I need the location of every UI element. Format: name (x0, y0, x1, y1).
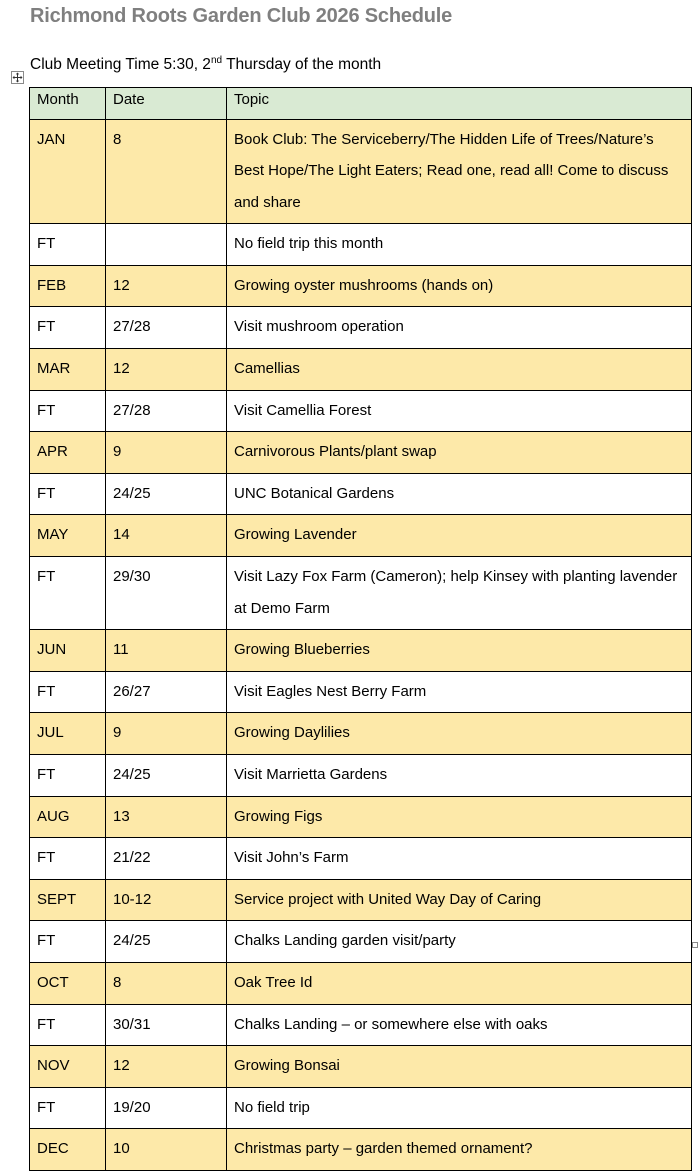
month-row (30, 432, 692, 474)
field-trip-row (30, 1087, 692, 1129)
field-trip-row (30, 671, 692, 713)
month-cell: JAN (30, 119, 106, 224)
topic-cell: Growing Bonsai (227, 1046, 692, 1088)
date-cell: 29/30 (106, 557, 227, 630)
month-cell: OCT (30, 962, 106, 1004)
meeting-time-line (30, 56, 381, 74)
meeting-time-suffix: Thursday of the month (222, 56, 382, 73)
topic-cell: Service project with United Way Day of Caring (227, 879, 692, 921)
topic-cell: Visit John’s Farm (227, 838, 692, 880)
month-cell: APR (30, 432, 106, 474)
date-cell: 26/27 (106, 671, 227, 713)
topic-cell: No field trip this month (227, 224, 692, 266)
date-cell: 30/31 (106, 1004, 227, 1046)
field-trip-label: FT (30, 671, 106, 713)
month-row (30, 1129, 692, 1171)
month-cell: NOV (30, 1046, 106, 1088)
field-trip-row (30, 390, 692, 432)
field-trip-row (30, 307, 692, 349)
month-row (30, 879, 692, 921)
month-cell: SEPT (30, 879, 106, 921)
month-row (30, 962, 692, 1004)
field-trip-label: FT (30, 390, 106, 432)
date-cell: 12 (106, 349, 227, 391)
field-trip-label: FT (30, 224, 106, 266)
schedule-table (29, 87, 692, 1171)
month-cell: FEB (30, 265, 106, 307)
field-trip-row (30, 921, 692, 963)
field-trip-label: FT (30, 921, 106, 963)
date-cell: 13 (106, 796, 227, 838)
date-cell: 27/28 (106, 307, 227, 349)
resize-handle-icon[interactable] (692, 942, 698, 948)
topic-cell: Growing Figs (227, 796, 692, 838)
topic-cell: Christmas party – garden themed ornament? (227, 1129, 692, 1171)
topic-cell: Carnivorous Plants/plant swap (227, 432, 692, 474)
date-cell: 10-12 (106, 879, 227, 921)
field-trip-row (30, 838, 692, 880)
field-trip-label: FT (30, 1004, 106, 1046)
field-trip-label: FT (30, 473, 106, 515)
topic-cell: Visit Lazy Fox Farm (Cameron); help Kinsey with planting lavender at Demo Farm (227, 557, 692, 630)
topic-cell: UNC Botanical Gardens (227, 473, 692, 515)
move-arrows-icon[interactable] (11, 71, 24, 84)
field-trip-label: FT (30, 1087, 106, 1129)
date-cell: 14 (106, 515, 227, 557)
month-row (30, 796, 692, 838)
field-trip-row (30, 755, 692, 797)
month-row (30, 349, 692, 391)
month-cell: MAR (30, 349, 106, 391)
document-title: Richmond Roots Garden Club 2026 Schedule (30, 5, 453, 27)
month-row (30, 1046, 692, 1088)
topic-cell: Growing Blueberries (227, 630, 692, 672)
date-cell: 24/25 (106, 755, 227, 797)
field-trip-label: FT (30, 755, 106, 797)
field-trip-label: FT (30, 307, 106, 349)
topic-cell: No field trip (227, 1087, 692, 1129)
topic-cell: Book Club: The Serviceberry/The Hidden Life of Trees/Nature’s Best Hope/The Light Eaters; Read one, read all! Come to discuss and share (227, 119, 692, 224)
month-cell: JUN (30, 630, 106, 672)
month-row (30, 265, 692, 307)
field-trip-row (30, 557, 692, 630)
month-row (30, 630, 692, 672)
field-trip-label: FT (30, 838, 106, 880)
date-cell: 21/22 (106, 838, 227, 880)
date-cell: 8 (106, 962, 227, 1004)
month-cell: DEC (30, 1129, 106, 1171)
topic-cell: Chalks Landing garden visit/party (227, 921, 692, 963)
date-cell: 24/25 (106, 921, 227, 963)
topic-cell: Growing Lavender (227, 515, 692, 557)
date-cell: 10 (106, 1129, 227, 1171)
table-header-row (30, 88, 692, 120)
date-cell: 12 (106, 265, 227, 307)
topic-cell: Visit Eagles Nest Berry Farm (227, 671, 692, 713)
topic-cell: Visit mushroom operation (227, 307, 692, 349)
field-trip-row (30, 473, 692, 515)
month-cell: JUL (30, 713, 106, 755)
date-cell: 11 (106, 630, 227, 672)
month-cell: MAY (30, 515, 106, 557)
field-trip-row (30, 1004, 692, 1046)
topic-cell: Visit Camellia Forest (227, 390, 692, 432)
meeting-time-ordinal: nd (210, 55, 223, 66)
field-trip-label: FT (30, 557, 106, 630)
topic-cell: Camellias (227, 349, 692, 391)
date-cell: 19/20 (106, 1087, 227, 1129)
header-month: Month (30, 88, 106, 120)
date-cell: 27/28 (106, 390, 227, 432)
meeting-time-prefix: Club Meeting Time 5:30, 2 (30, 56, 211, 73)
date-cell: 12 (106, 1046, 227, 1088)
topic-cell: Growing oyster mushrooms (hands on) (227, 265, 692, 307)
month-row (30, 515, 692, 557)
field-trip-row (30, 224, 692, 266)
date-cell: 9 (106, 432, 227, 474)
date-cell (106, 224, 227, 266)
month-row (30, 713, 692, 755)
month-row (30, 119, 692, 224)
date-cell: 8 (106, 119, 227, 224)
date-cell: 9 (106, 713, 227, 755)
header-topic: Topic (227, 88, 692, 120)
month-cell: AUG (30, 796, 106, 838)
topic-cell: Growing Daylilies (227, 713, 692, 755)
topic-cell: Oak Tree Id (227, 962, 692, 1004)
topic-cell: Visit Marrietta Gardens (227, 755, 692, 797)
date-cell: 24/25 (106, 473, 227, 515)
header-date: Date (106, 88, 227, 120)
topic-cell: Chalks Landing – or somewhere else with oaks (227, 1004, 692, 1046)
schedule-body (30, 119, 692, 1170)
